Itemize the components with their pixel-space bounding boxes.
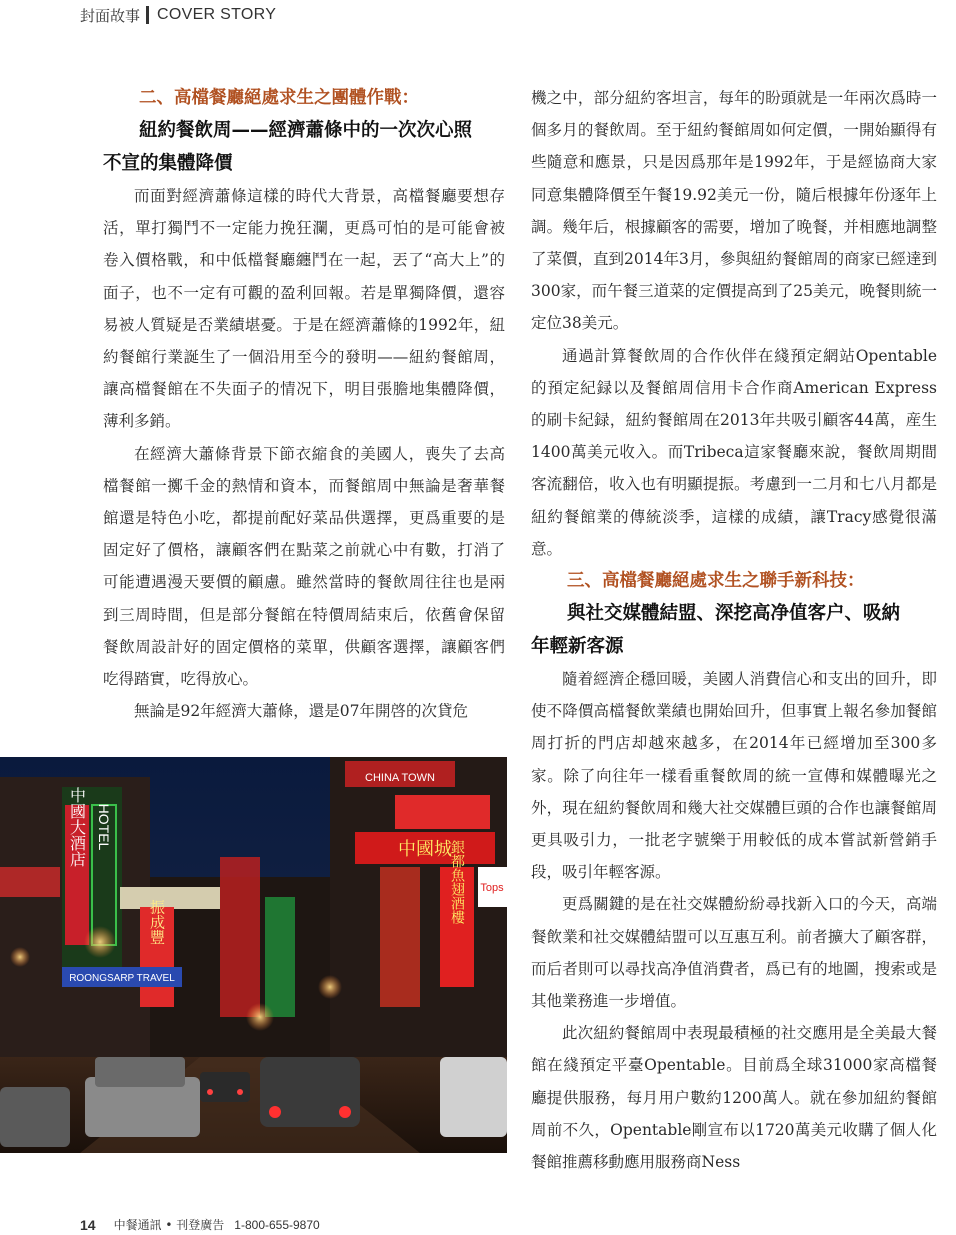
body-paragraph: 此次紐約餐館周中表現最積極的社交應用是全美最大餐館在綫預定平臺Opentable。目前爲全球31000家高檔餐廳提供服務，每月用户數約1200萬人。就在參加紐約餐館周前不久，Opentable剛宣布以1720萬美元收購了個人化餐館推薦移動應用服務商Ness <box>531 1024 937 1172</box>
hotel-cn-text: 中國大酒店 <box>67 787 87 867</box>
page-footer <box>80 1216 320 1233</box>
subheading-line-2: 年輕新客源 <box>531 636 624 658</box>
header-divider <box>146 6 149 24</box>
body-paragraph: 無論是92年經濟大蕭條，還是07年開啓的次貸危 <box>134 702 468 721</box>
left-column <box>103 82 505 727</box>
subheading-line-2: 不宣的集體降價 <box>103 153 233 174</box>
body-paragraph: 在經濟大蕭條背景下節衣縮食的美國人，喪失了去高檔餐館一擲千金的熱情和資本，而餐館周中無論是奢華餐館還是特色小吃，都提前配好菜品供選擇，更爲重要的是固定好了價格，讓顧客們在點菜之前就心中有數，打消了可能遭遇漫天要價的顧慮。雖然當時的餐飲周往往也是兩到三周時間，但是部分餐館在特價周結束后，依舊會保留餐飲周設計好的固定價格的菜單，供顧客選擇，讓顧客們吃得踏實，吃得放心。 <box>103 444 505 689</box>
body-paragraph: 通過計算餐飲周的合作伙伴在綫預定網站Opentable的預定紀録以及餐館周信用卡合作商American Express的刷卡紀録，紐約餐館周在2013年共吸引顧客44萬，産生1400萬美元收入。而Tribeca這家餐廳來說，餐飲周期間客流翻倍，收入也有明顯提振。考慮到一二月和七八月都是紐約餐館業的傳統淡季，這樣的成績，讓Tracy感覺很滿意。 <box>531 346 937 558</box>
chinatown-illustration <box>0 757 507 1153</box>
yinhai-text: 銀都魚翅酒樓 <box>449 840 465 924</box>
page-number: 14 <box>80 1216 96 1233</box>
body-paragraph: 機之中，部分紐約客坦言，每年的盼頭就是一年兩次爲時一個多月的餐飲周。至于紐約餐館周如何定價，一開始顯得有些隨意和應景，只是因爲那年是1992年，于是經協商大家同意集體降價至午餐19.92美元一份，隨后根據年份逐年上調。幾年后，根據顧客的需要，增加了晚餐，并相應地調整了菜價，直到2014年3月，參與紐約餐館周的商家已經達到300家，而午餐三道菜的定價提高到了25美元，晚餐則統一定位38美元。 <box>531 89 937 333</box>
running-header <box>80 4 276 26</box>
header-section-cn: 封面故事 <box>80 6 141 25</box>
zhongguocheng-text: 中國城 <box>398 839 452 860</box>
subheading-line-1: 紐約餐飲周——經濟蕭條中的一次次心照 <box>139 120 473 141</box>
roongsarp-text: ROONGSARP TRAVEL <box>69 973 175 984</box>
hotel-en-text: HOTEL <box>96 803 112 851</box>
subheading-restaurant-week <box>103 114 505 180</box>
subheading-line-1: 與社交媒體結盟、深挖高净值客户、吸納 <box>567 603 901 625</box>
body-paragraph: 而面對經濟蕭條這樣的時代大背景，高檔餐廳要想存活，單打獨鬥不一定能力挽狂瀾，更爲可怕的是可能會被卷入價格戰，和中低檔餐廳纏鬥在一起，丟了“高大上”的面子，也不一定有可觀的盈利回報。若是單獨降價，還容易被人質疑是否業績堪憂。于是在經濟蕭條的1992年，紐約餐館行業誕生了一個沿用至今的發明——紐約餐館周，讓高檔餐館在不失面子的情况下，明目張膽地集體降價，薄利多銷。 <box>103 187 505 431</box>
chinatown-text: CHINA TOWN <box>365 772 435 784</box>
chinatown-night-photo <box>0 757 507 1153</box>
subheading-social-media <box>531 597 937 663</box>
publication-name: 中餐通訊 • 刊登廣告 <box>113 1218 225 1232</box>
section-heading-3: 三、高檔餐廳絕處求生之聯手新科技： <box>567 571 865 592</box>
right-column <box>531 82 937 1178</box>
ad-phone: 1-800-655-9870 <box>234 1217 320 1232</box>
tops-text: Tops <box>480 882 504 894</box>
header-section-en: COVER STORY <box>157 6 277 23</box>
body-paragraph: 隨着經濟企穩回暖，美國人消費信心和支出的回升，即使不降價高檔餐飲業績也開始回升，但事實上報名參加餐館周打折的門店却越來越多，在2014年已經增加至300多家。除了向往年一樣看重餐飲周的統一宣傳和媒體曝光之外，現在紐約餐飲周和幾大社交媒體巨頭的合作也讓餐館周更具吸引力，一批老字號樂于用較低的成本嘗試新營銷手段，吸引年輕客源。 <box>531 670 937 882</box>
section-heading-2: 二、高檔餐廳絕處求生之團體作戰： <box>139 88 419 108</box>
zhenchengfeng-text: 振成豐 <box>148 899 166 945</box>
body-paragraph: 更爲關鍵的是在社交媒體紛紛尋找新入口的今天，高端餐飲業和社交媒體結盟可以互惠互利。前者擴大了顧客群，而后者則可以尋找高净值消費者，爲已有的地圖，搜索或是其他業務進一步增值。 <box>531 895 937 1011</box>
